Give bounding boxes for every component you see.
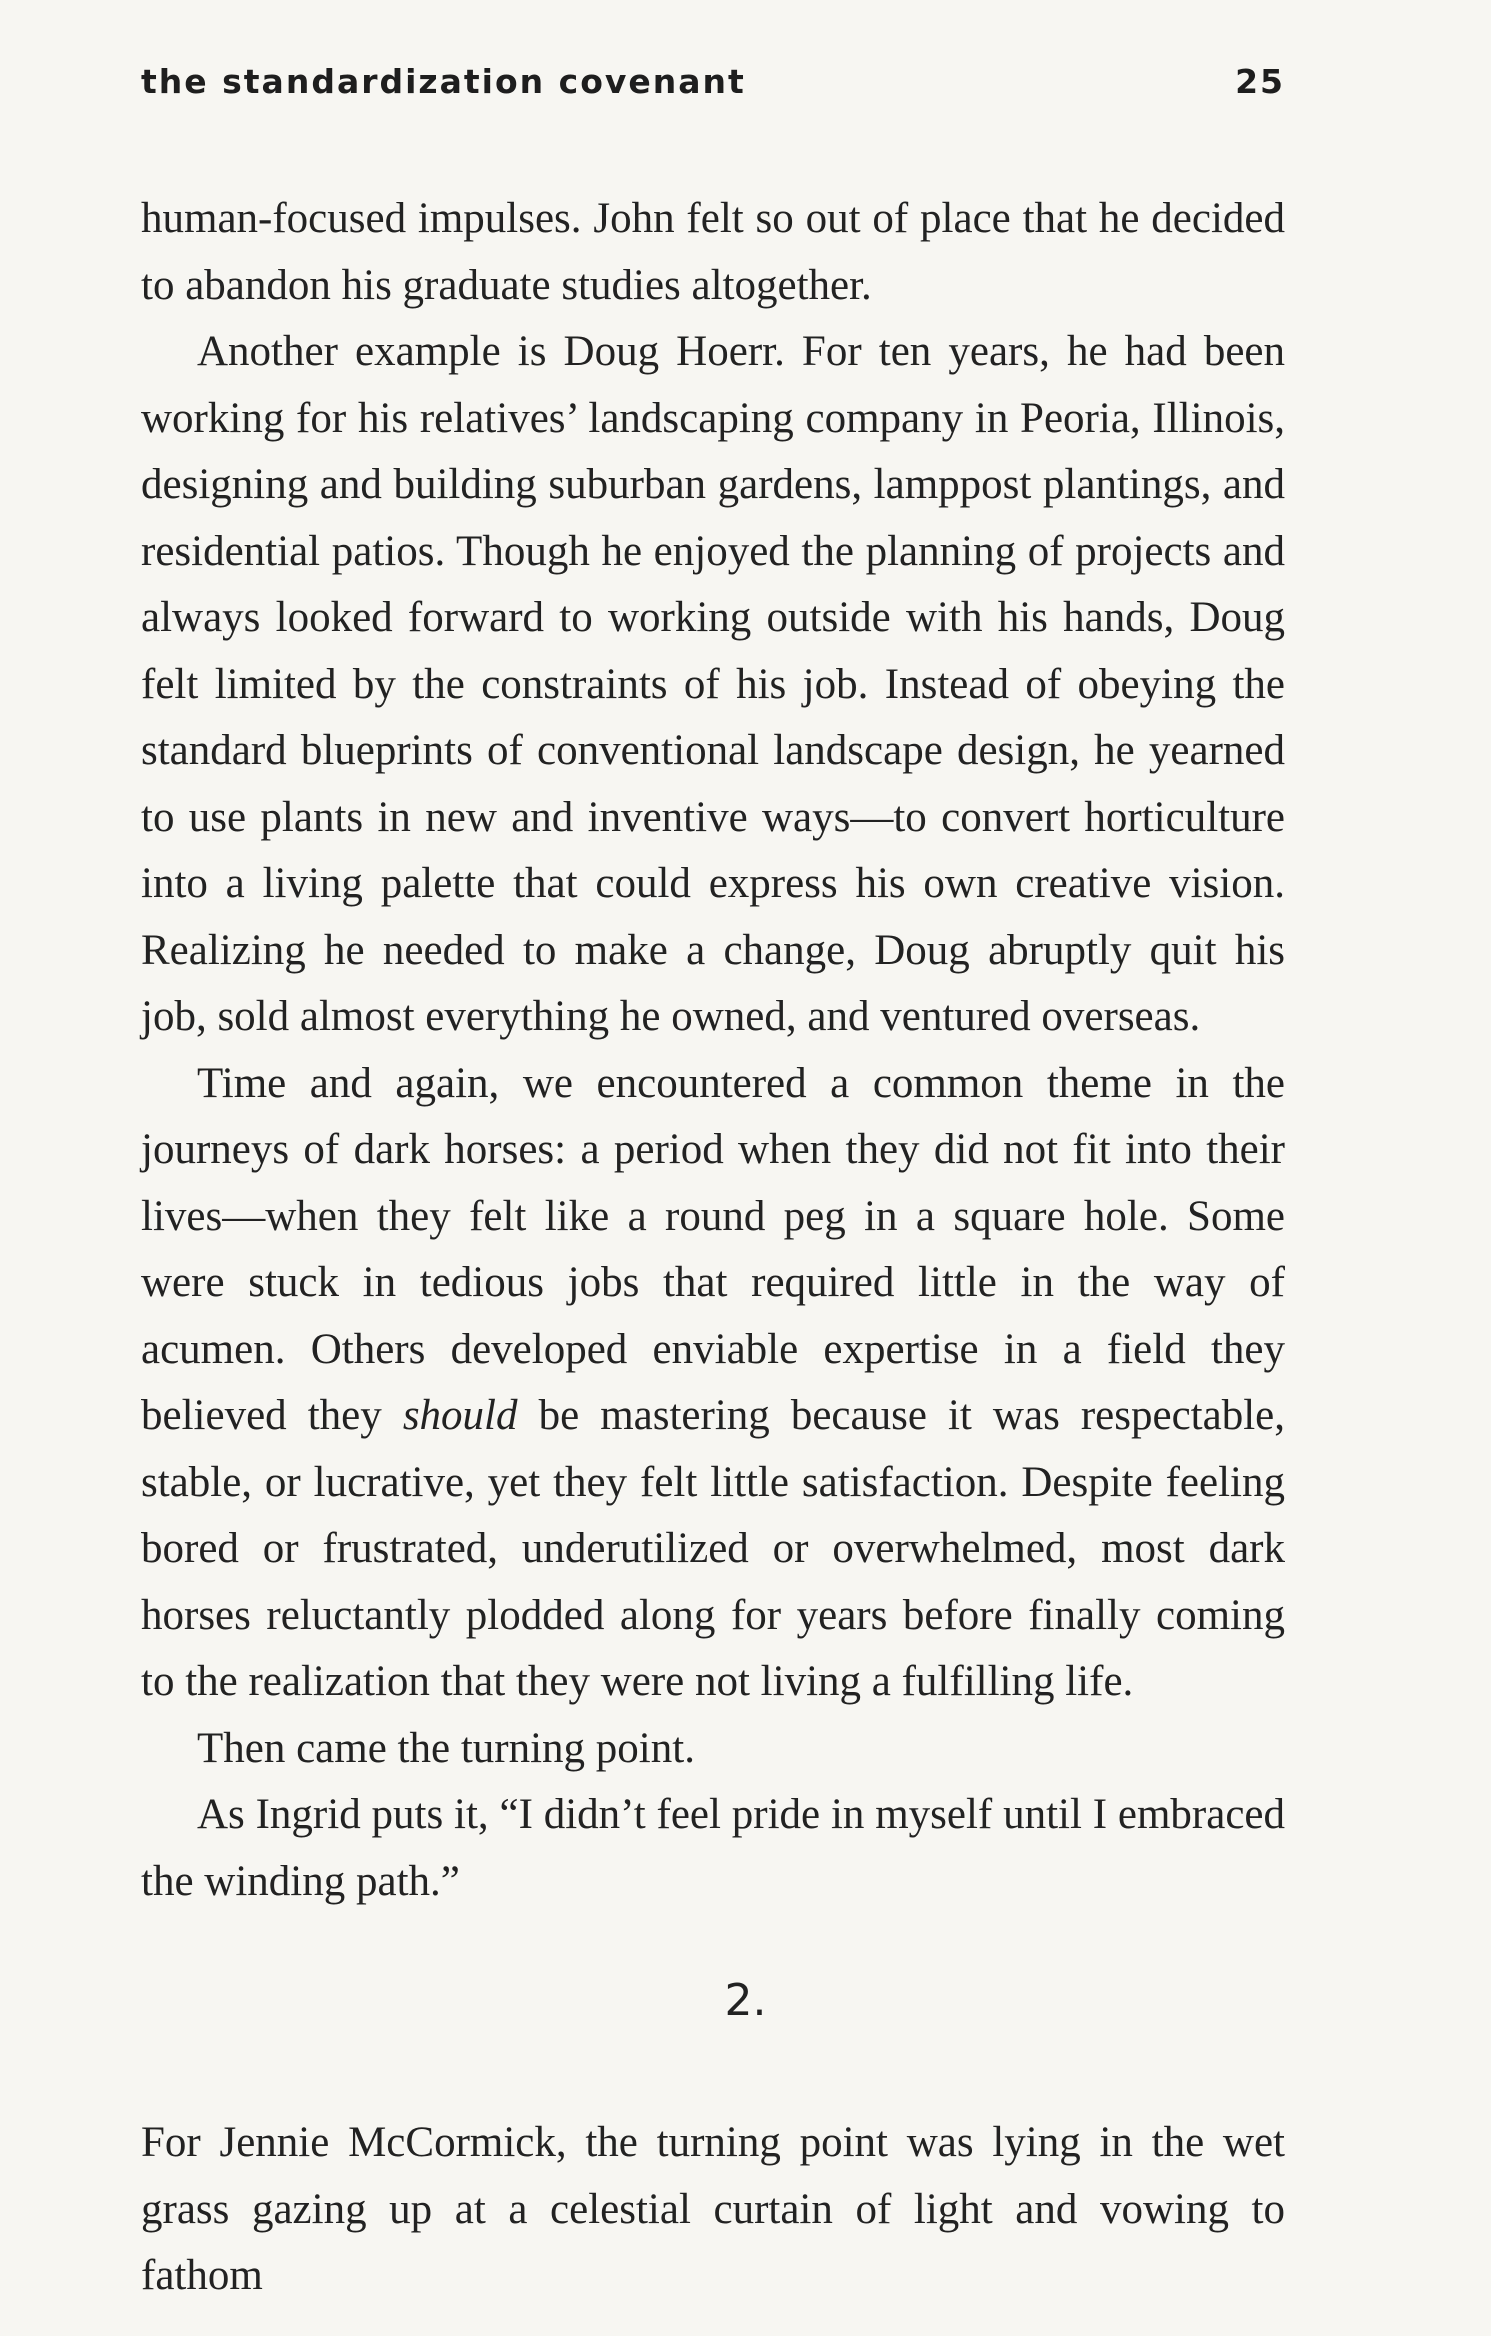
paragraph-ingrid-quote: As Ingrid puts it, “I didn’t feel pride in myself until I embraced the winding path.” — [141, 1791, 1285, 1905]
running-title: the standardization covenant — [141, 62, 746, 101]
section-opening-paragraph: For Jennie McCormick, the turning point was lying in the wet grass gazing up at a celestial curtain of light and vowing to fathom — [141, 2119, 1285, 2299]
page-number: 25 — [1235, 62, 1285, 101]
section-number: 2. — [724, 1975, 767, 2026]
running-head — [141, 62, 1285, 112]
paragraph-continued: human-focused impulses. John felt so out of place that he decided to abandon his graduate studies altogether. — [141, 195, 1285, 309]
body-text — [141, 186, 1285, 1915]
paragraph-doug-hoerr: Another example is Doug Hoerr. For ten years, he had been working for his relatives’ landscaping company in Peoria, Illinois, designing and building suburban gardens, lamppost plantings, and residential patios. Though he enjoyed the planning of projects and always looked forward to working outside with his hands, Doug felt limited by the constraints of his job. Instead of obeying the standard blueprints of conventional landscape design, he yearned to use plants in new and inventive ways—to convert horticulture into a living palette that could express his own creative vision. Realizing he needed to make a change, Doug abruptly quit his job, sold almost everything he owned, and ventured overseas. — [141, 328, 1285, 1040]
paragraph-text-part: Time and again, we encountered a common theme in the journeys of dark horses: a period when they did not fit into their lives—when they felt like a round peg in a square hole. Some were stuck in tedious jobs that required little in the way of acumen. Others developed enviable expertise in a field they believed they — [141, 1059, 1285, 1439]
emphasis-word: should — [402, 1392, 518, 1439]
paragraph-common-theme — [141, 1051, 1285, 1716]
paragraph-turning-point: Then came the turning point. — [197, 1724, 695, 1772]
paragraph-text-part: be mastering because it was respectable, stable, or lucrative, yet they felt little satisfaction. Despite feeling bored or frustrated, underutilized or overwhelmed, most dark horses reluctantly plodded along for years before finally coming to the realization that they were not living a fulfilling life. — [141, 1392, 1285, 1705]
